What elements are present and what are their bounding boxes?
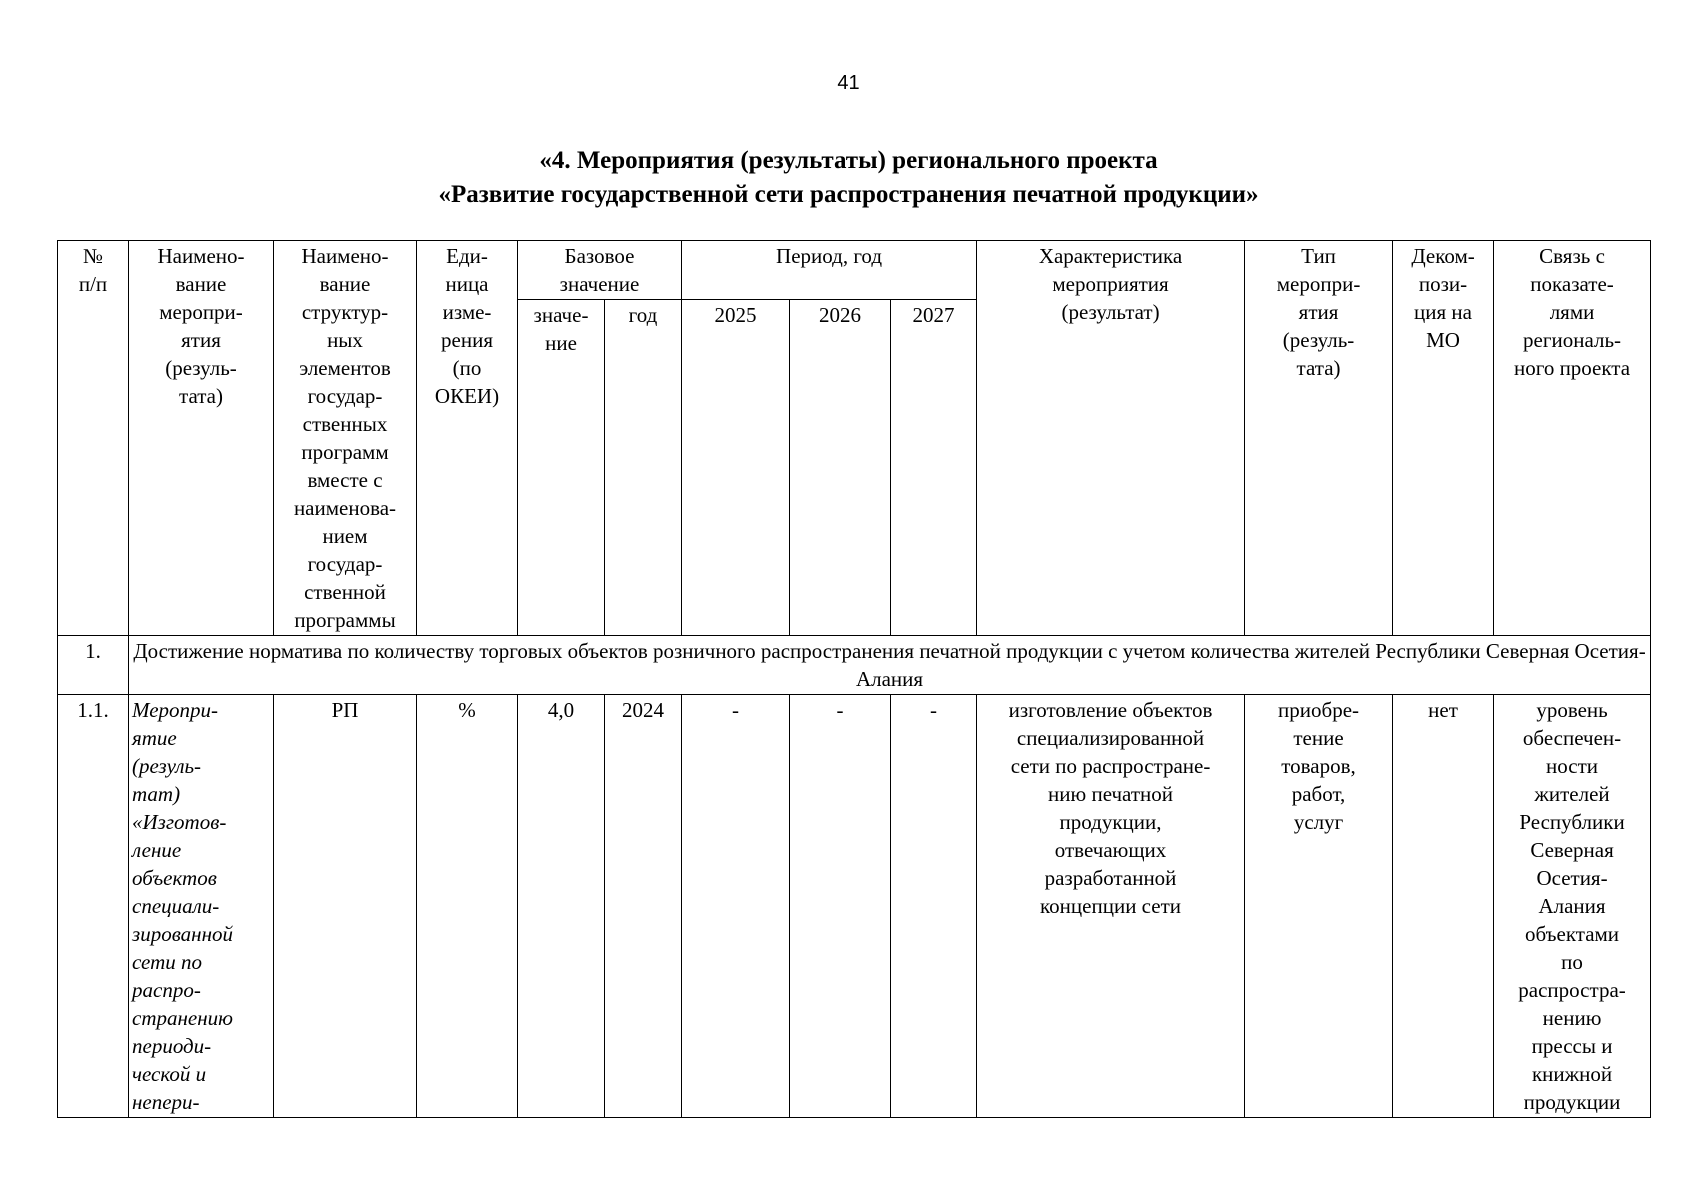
header-row-1 [58,241,1651,300]
row-link: уровень обеспечен- ности жителей Республики Северная Осетия- Алания объектами по распростра- нению прессы и книжной продукции [1494,695,1651,1118]
section-row [58,636,1651,695]
header-decomposition: Деком- пози- ция на МО [1393,241,1494,636]
header-struct-name: Наимено- вание структур- ных элементов государ- ственных программ вместе с наименова- нием государ- ственной программы [274,241,417,636]
header-base-year: год [605,300,682,636]
header-base-value: значе- ние [518,300,605,636]
row-event-name: Меропри- ятие (резуль- тат) «Изготов- ление объектов специали- зированной сети по распро- странению периоди- ческой и непери- [129,695,274,1118]
row-decomposition: нет [1393,695,1494,1118]
title-line-1: «4. Мероприятия (результаты) регионального проекта [539,147,1158,174]
table-row [58,695,1651,1118]
row-struct-name: РП [274,695,417,1118]
header-num: № п/п [58,241,129,636]
title-line-2: «Развитие государственной сети распространения печатной продукции» [438,181,1259,208]
section-text: Достижение норматива по количеству торговых объектов розничного распространения печатной продукции с учетом количества жителей Республики Северная Осетия-Алания [129,636,1651,695]
events-table [57,240,1651,1118]
page-number: 41 [837,72,860,94]
row-base-year: 2024 [605,695,682,1118]
header-period: Период, год [682,241,977,300]
header-year-2027: 2027 [891,300,977,636]
header-event-name: Наимено- вание меропри- ятия (резуль- тата) [129,241,274,636]
section-num: 1. [58,636,129,695]
header-base: Базовое значение [518,241,682,300]
header-year-2025: 2025 [682,300,790,636]
row-unit: % [417,695,518,1118]
header-unit: Еди- ница изме- рения (по ОКЕИ) [417,241,518,636]
header-link: Связь с показате- лями региональ- ного проекта [1494,241,1651,636]
row-num: 1.1. [58,695,129,1118]
row-year-2026: - [790,695,891,1118]
row-characteristic: изготовление объектов специализированной сети по распростране- нию печатной продукции, отвечающих разработанной концепции сети [977,695,1245,1118]
row-year-2025: - [682,695,790,1118]
row-year-2027: - [891,695,977,1118]
row-type: приобре- тение товаров, работ, услуг [1245,695,1393,1118]
header-characteristic: Характеристика мероприятия (результат) [977,241,1245,636]
header-year-2026: 2026 [790,300,891,636]
row-base-value: 4,0 [518,695,605,1118]
document-title [0,144,1697,212]
header-type: Тип меропри- ятия (резуль- тата) [1245,241,1393,636]
